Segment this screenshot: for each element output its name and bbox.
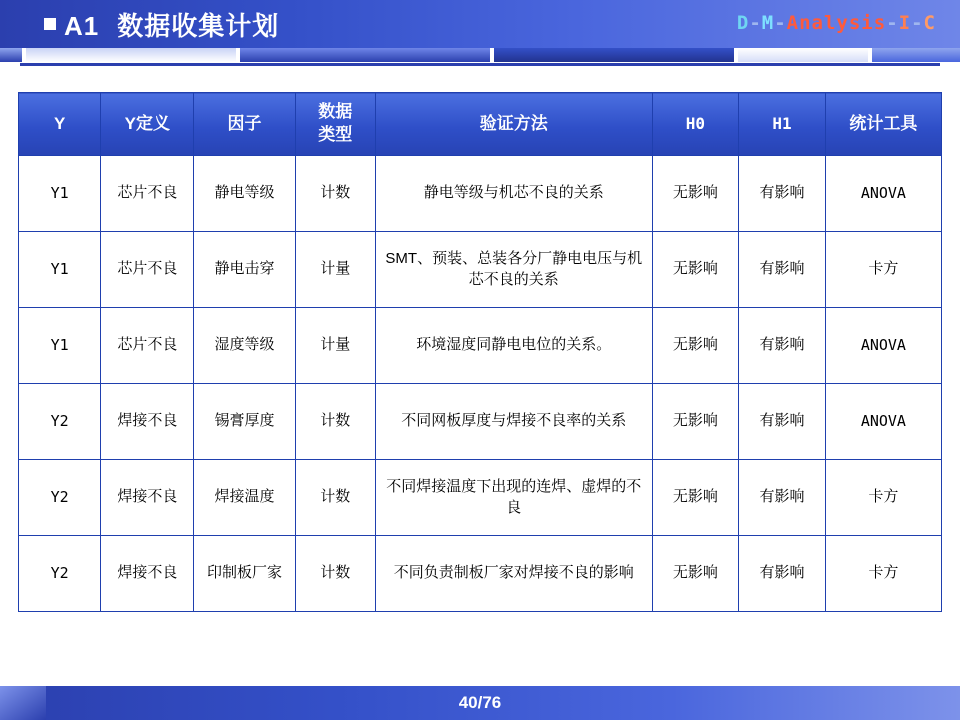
brand-dash-3: - bbox=[886, 12, 899, 34]
cell-factor: 印制板厂家 bbox=[194, 536, 295, 612]
brand-dmaic-logo bbox=[737, 12, 936, 34]
cell-tool: ANOVA bbox=[825, 308, 941, 384]
table-row bbox=[19, 460, 942, 536]
cell-h0: 无影响 bbox=[652, 232, 739, 308]
deco-segment-5 bbox=[738, 48, 868, 62]
cell-factor: 锡膏厚度 bbox=[194, 384, 295, 460]
table-row bbox=[19, 536, 942, 612]
cell-ydef: 焊接不良 bbox=[101, 384, 194, 460]
column-header-datatype-line2: 类型 bbox=[318, 125, 353, 144]
footer-decoration bbox=[0, 686, 46, 720]
table-header-row bbox=[19, 93, 942, 156]
cell-tool: 卡方 bbox=[825, 536, 941, 612]
cell-datatype: 计数 bbox=[295, 536, 375, 612]
brand-d: D bbox=[736, 12, 750, 34]
brand-dash-1: - bbox=[749, 12, 762, 34]
cell-h1: 有影响 bbox=[739, 156, 826, 232]
cell-datatype: 计数 bbox=[295, 460, 375, 536]
cell-method: 不同网板厚度与焊接不良率的关系 bbox=[375, 384, 652, 460]
table-row bbox=[19, 308, 942, 384]
cell-ydef: 芯片不良 bbox=[101, 308, 194, 384]
page-number: 40/76 bbox=[458, 693, 502, 712]
cell-tool: ANOVA bbox=[825, 156, 941, 232]
cell-h0: 无影响 bbox=[652, 460, 739, 536]
cell-tool: 卡方 bbox=[825, 232, 941, 308]
slide-footer bbox=[0, 686, 960, 720]
cell-ydef: 芯片不良 bbox=[101, 232, 194, 308]
cell-factor: 静电等级 bbox=[194, 156, 295, 232]
column-header-datatype bbox=[295, 93, 375, 156]
deco-segment-3 bbox=[240, 48, 490, 62]
cell-ydef: 焊接不良 bbox=[101, 536, 194, 612]
cell-method: 静电等级与机芯不良的关系 bbox=[375, 156, 652, 232]
brand-m: M bbox=[761, 12, 775, 34]
brand-dash-2: - bbox=[774, 12, 787, 34]
deco-segment-2 bbox=[26, 48, 236, 62]
square-bullet-icon bbox=[44, 18, 56, 30]
header-underline bbox=[20, 63, 940, 66]
column-header-h0: H0 bbox=[652, 93, 739, 156]
brand-dash-4: - bbox=[911, 12, 924, 34]
cell-datatype: 计量 bbox=[295, 232, 375, 308]
column-header-method: 验证方法 bbox=[375, 93, 652, 156]
deco-segment-1 bbox=[0, 48, 22, 62]
cell-y: Y1 bbox=[19, 308, 101, 384]
slide-code: A1 bbox=[64, 10, 100, 41]
cell-ydef: 焊接不良 bbox=[101, 460, 194, 536]
cell-h1: 有影响 bbox=[739, 384, 826, 460]
cell-datatype: 计数 bbox=[295, 384, 375, 460]
cell-method: 不同焊接温度下出现的连焊、虚焊的不良 bbox=[375, 460, 652, 536]
page-title bbox=[64, 6, 279, 43]
column-header-h1: H1 bbox=[739, 93, 826, 156]
column-header-y: Y bbox=[19, 93, 101, 156]
cell-y: Y1 bbox=[19, 232, 101, 308]
cell-h1: 有影响 bbox=[739, 460, 826, 536]
cell-datatype: 计量 bbox=[295, 308, 375, 384]
column-header-tool: 统计工具 bbox=[825, 93, 941, 156]
cell-factor: 湿度等级 bbox=[194, 308, 295, 384]
cell-h0: 无影响 bbox=[652, 156, 739, 232]
cell-h0: 无影响 bbox=[652, 536, 739, 612]
deco-segment-6 bbox=[872, 48, 960, 62]
cell-method: SMT、预装、总装各分厂静电电压与机芯不良的关系 bbox=[375, 232, 652, 308]
cell-y: Y1 bbox=[19, 156, 101, 232]
cell-y: Y2 bbox=[19, 460, 101, 536]
cell-factor: 焊接温度 bbox=[194, 460, 295, 536]
cell-tool: 卡方 bbox=[825, 460, 941, 536]
cell-tool: ANOVA bbox=[825, 384, 941, 460]
table-row bbox=[19, 384, 942, 460]
cell-h1: 有影响 bbox=[739, 232, 826, 308]
cell-h1: 有影响 bbox=[739, 308, 826, 384]
cell-y: Y2 bbox=[19, 536, 101, 612]
brand-analysis: Analysis bbox=[786, 12, 887, 34]
data-collection-plan-table bbox=[18, 92, 942, 612]
table-row bbox=[19, 156, 942, 232]
cell-h0: 无影响 bbox=[652, 308, 739, 384]
deco-segment-4 bbox=[494, 48, 734, 62]
cell-ydef: 芯片不良 bbox=[101, 156, 194, 232]
slide-title-text: 数据收集计划 bbox=[117, 10, 280, 41]
brand-c: C bbox=[923, 12, 936, 34]
cell-h1: 有影响 bbox=[739, 536, 826, 612]
table-row bbox=[19, 232, 942, 308]
cell-factor: 静电击穿 bbox=[194, 232, 295, 308]
column-header-factor: 因子 bbox=[194, 93, 295, 156]
cell-h0: 无影响 bbox=[652, 384, 739, 460]
cell-method: 环境湿度同静电电位的关系。 bbox=[375, 308, 652, 384]
cell-y: Y2 bbox=[19, 384, 101, 460]
cell-method: 不同负责制板厂家对焊接不良的影响 bbox=[375, 536, 652, 612]
slide-header bbox=[0, 0, 960, 48]
column-header-ydef: Y定义 bbox=[101, 93, 194, 156]
table-body bbox=[19, 156, 942, 612]
cell-datatype: 计数 bbox=[295, 156, 375, 232]
header-decoration bbox=[0, 48, 960, 70]
brand-i: I bbox=[898, 12, 912, 34]
column-header-datatype-line1: 数据 bbox=[318, 102, 353, 122]
data-collection-plan-table-wrapper bbox=[18, 92, 942, 612]
